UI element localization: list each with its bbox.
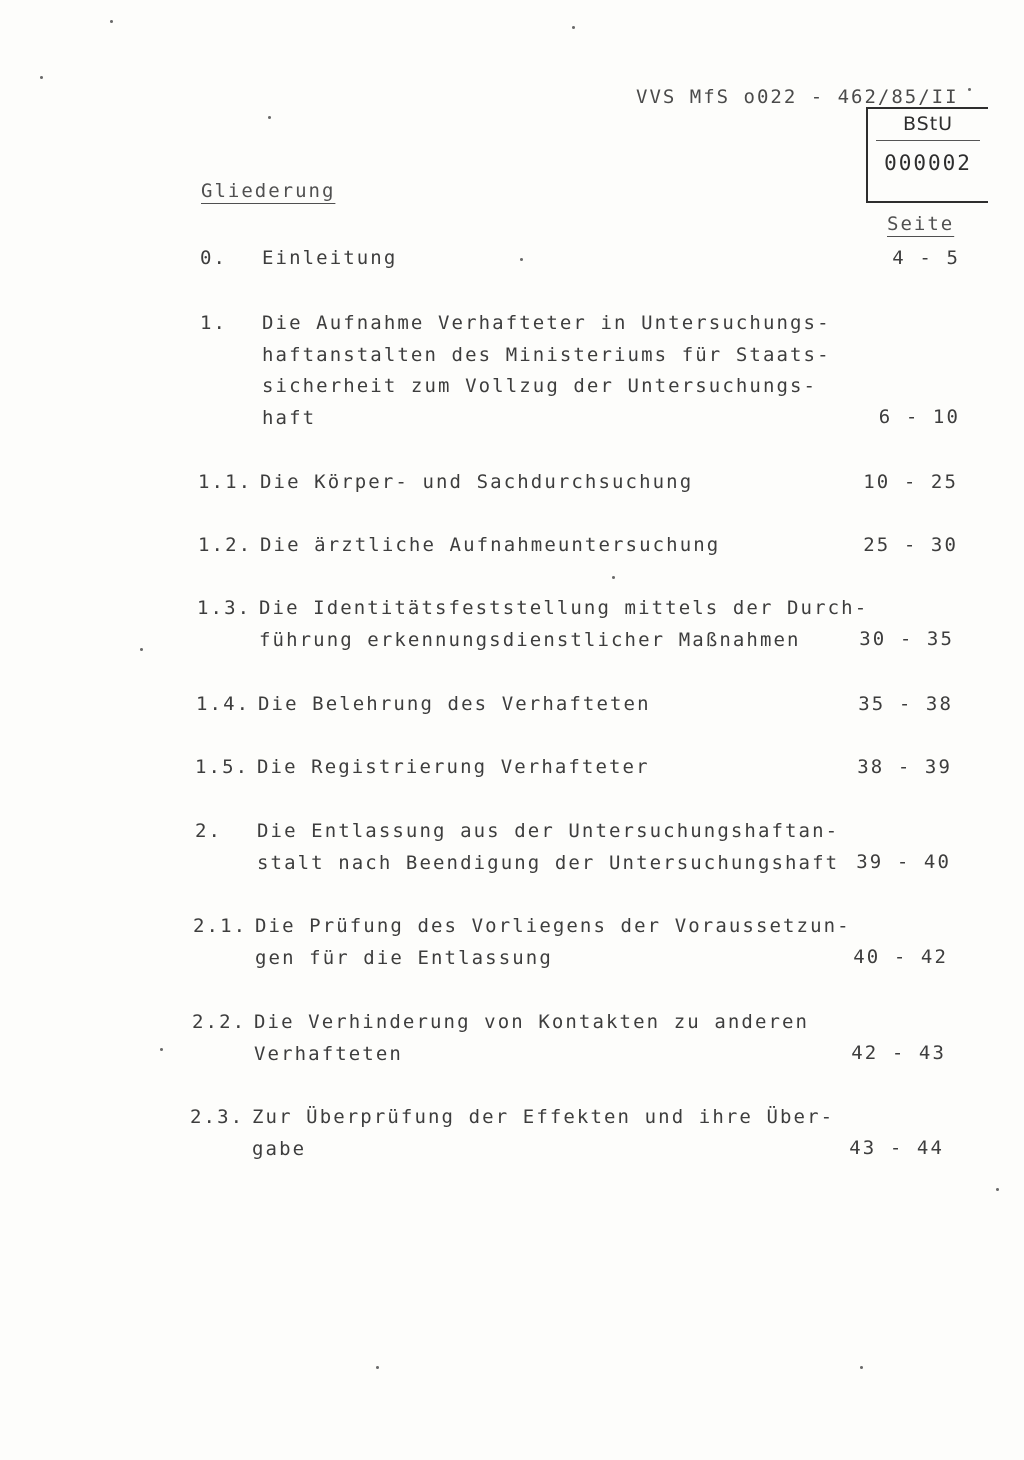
toc-entry-title [260, 467, 693, 499]
scan-speck [140, 648, 143, 651]
toc-entry-title [262, 308, 831, 434]
toc-entry-line: Die Verhinderung von Kontakten zu anderen [254, 1011, 810, 1033]
scan-speck [860, 1366, 863, 1369]
toc-entry-title [255, 911, 851, 974]
scan-speck [612, 576, 615, 579]
toc-entry-pages: 43 - 44 [849, 1137, 944, 1159]
toc-entry-number: 0. [200, 247, 228, 269]
toc-entry-title [257, 816, 839, 879]
toc-entry-number: 1.3. [197, 597, 252, 619]
toc-entry-title [259, 593, 868, 656]
toc-entry-pages: 4 - 5 [892, 247, 960, 269]
toc-entry-pages: 35 - 38 [858, 693, 953, 715]
toc-entry-line: Verhafteten [254, 1042, 403, 1065]
toc-entry-number: 1.1. [198, 471, 253, 493]
toc-entry-title [257, 752, 650, 784]
toc-entry-line: Die Registrierung Verhafteter [257, 756, 650, 778]
toc-entry-pages: 30 - 35 [859, 628, 954, 650]
toc-entry-number: 1.4. [196, 693, 251, 715]
toc-entry-number: 2. [195, 820, 223, 842]
toc-entry-number: 2.1. [193, 915, 248, 937]
scan-speck [572, 26, 575, 29]
scan-speck [968, 88, 971, 91]
toc-entry-line: Die ärztliche Aufnahmeuntersuchung [260, 534, 721, 556]
toc-entry-title [252, 1102, 834, 1165]
toc-entry-pages: 25 - 30 [863, 534, 958, 556]
toc-entry-line: Zur Überprüfung der Effekten und ihre Über- [252, 1106, 835, 1128]
toc-entry-pages: 42 - 43 [851, 1042, 946, 1064]
toc-entry-line: führung erkennungsdienstlicher Maßnahmen [259, 628, 801, 651]
toc-entry-title [254, 1007, 809, 1070]
stamp-label: BStU [902, 113, 954, 135]
toc-heading: Gliederung [201, 180, 336, 202]
scan-speck [160, 1048, 163, 1051]
stamp-divider [876, 140, 980, 141]
document-reference: VVS MfS o022 - 462/85/II [636, 86, 959, 108]
toc-entry-line: Die Identitätsfeststellung mittels der Durch- [259, 597, 869, 619]
scan-speck [268, 116, 271, 119]
toc-entry-line: Die Entlassung aus der Untersuchungshaftan- [257, 820, 840, 842]
bstu-stamp [866, 107, 988, 203]
toc-entry-number: 2.3. [190, 1106, 245, 1128]
toc-entry-line: gabe [252, 1137, 307, 1160]
toc-entry-title [258, 689, 651, 721]
toc-entry-pages: 38 - 39 [857, 756, 952, 778]
toc-entry-line: Einleitung [262, 247, 398, 269]
toc-entry-line: haftanstalten des Ministeriums für Staats- [262, 343, 831, 366]
stamp-number: 000002 [884, 151, 972, 175]
page-column-header: Seite [887, 213, 955, 235]
scan-speck [110, 20, 113, 23]
toc-entry-pages: 39 - 40 [856, 851, 951, 873]
scan-speck [520, 258, 523, 261]
scan-speck [996, 1188, 999, 1191]
toc-entry-number: 1.2. [198, 534, 253, 556]
toc-entry-line: sicherheit zum Vollzug der Untersuchungs- [262, 375, 818, 397]
toc-entry-pages: 40 - 42 [853, 946, 948, 968]
toc-entry-line: Die Belehrung des Verhafteten [258, 693, 651, 715]
toc-entry-number: 1. [200, 312, 228, 334]
toc-entry-number: 2.2. [192, 1011, 247, 1033]
toc-entry-title [260, 530, 720, 562]
toc-entry-line: Die Prüfung des Vorliegens der Voraussetzun- [255, 915, 851, 937]
toc-entry-pages: 6 - 10 [878, 406, 960, 428]
toc-entry-line: gen für die Entlassung [255, 946, 553, 969]
toc-entry-line: stalt nach Beendigung der Untersuchungshaft [257, 851, 840, 874]
scan-speck [40, 76, 43, 79]
toc-entry-line: Die Aufnahme Verhafteter in Untersuchungs- [262, 312, 831, 334]
toc-entry-number: 1.5. [195, 756, 250, 778]
toc-entry-line: Die Körper- und Sachdurchsuchung [260, 471, 694, 493]
toc-entry-pages: 10 - 25 [863, 471, 958, 493]
toc-entry-title [262, 243, 397, 275]
scan-speck [376, 1366, 379, 1369]
toc-entry-line: haft [262, 406, 317, 429]
